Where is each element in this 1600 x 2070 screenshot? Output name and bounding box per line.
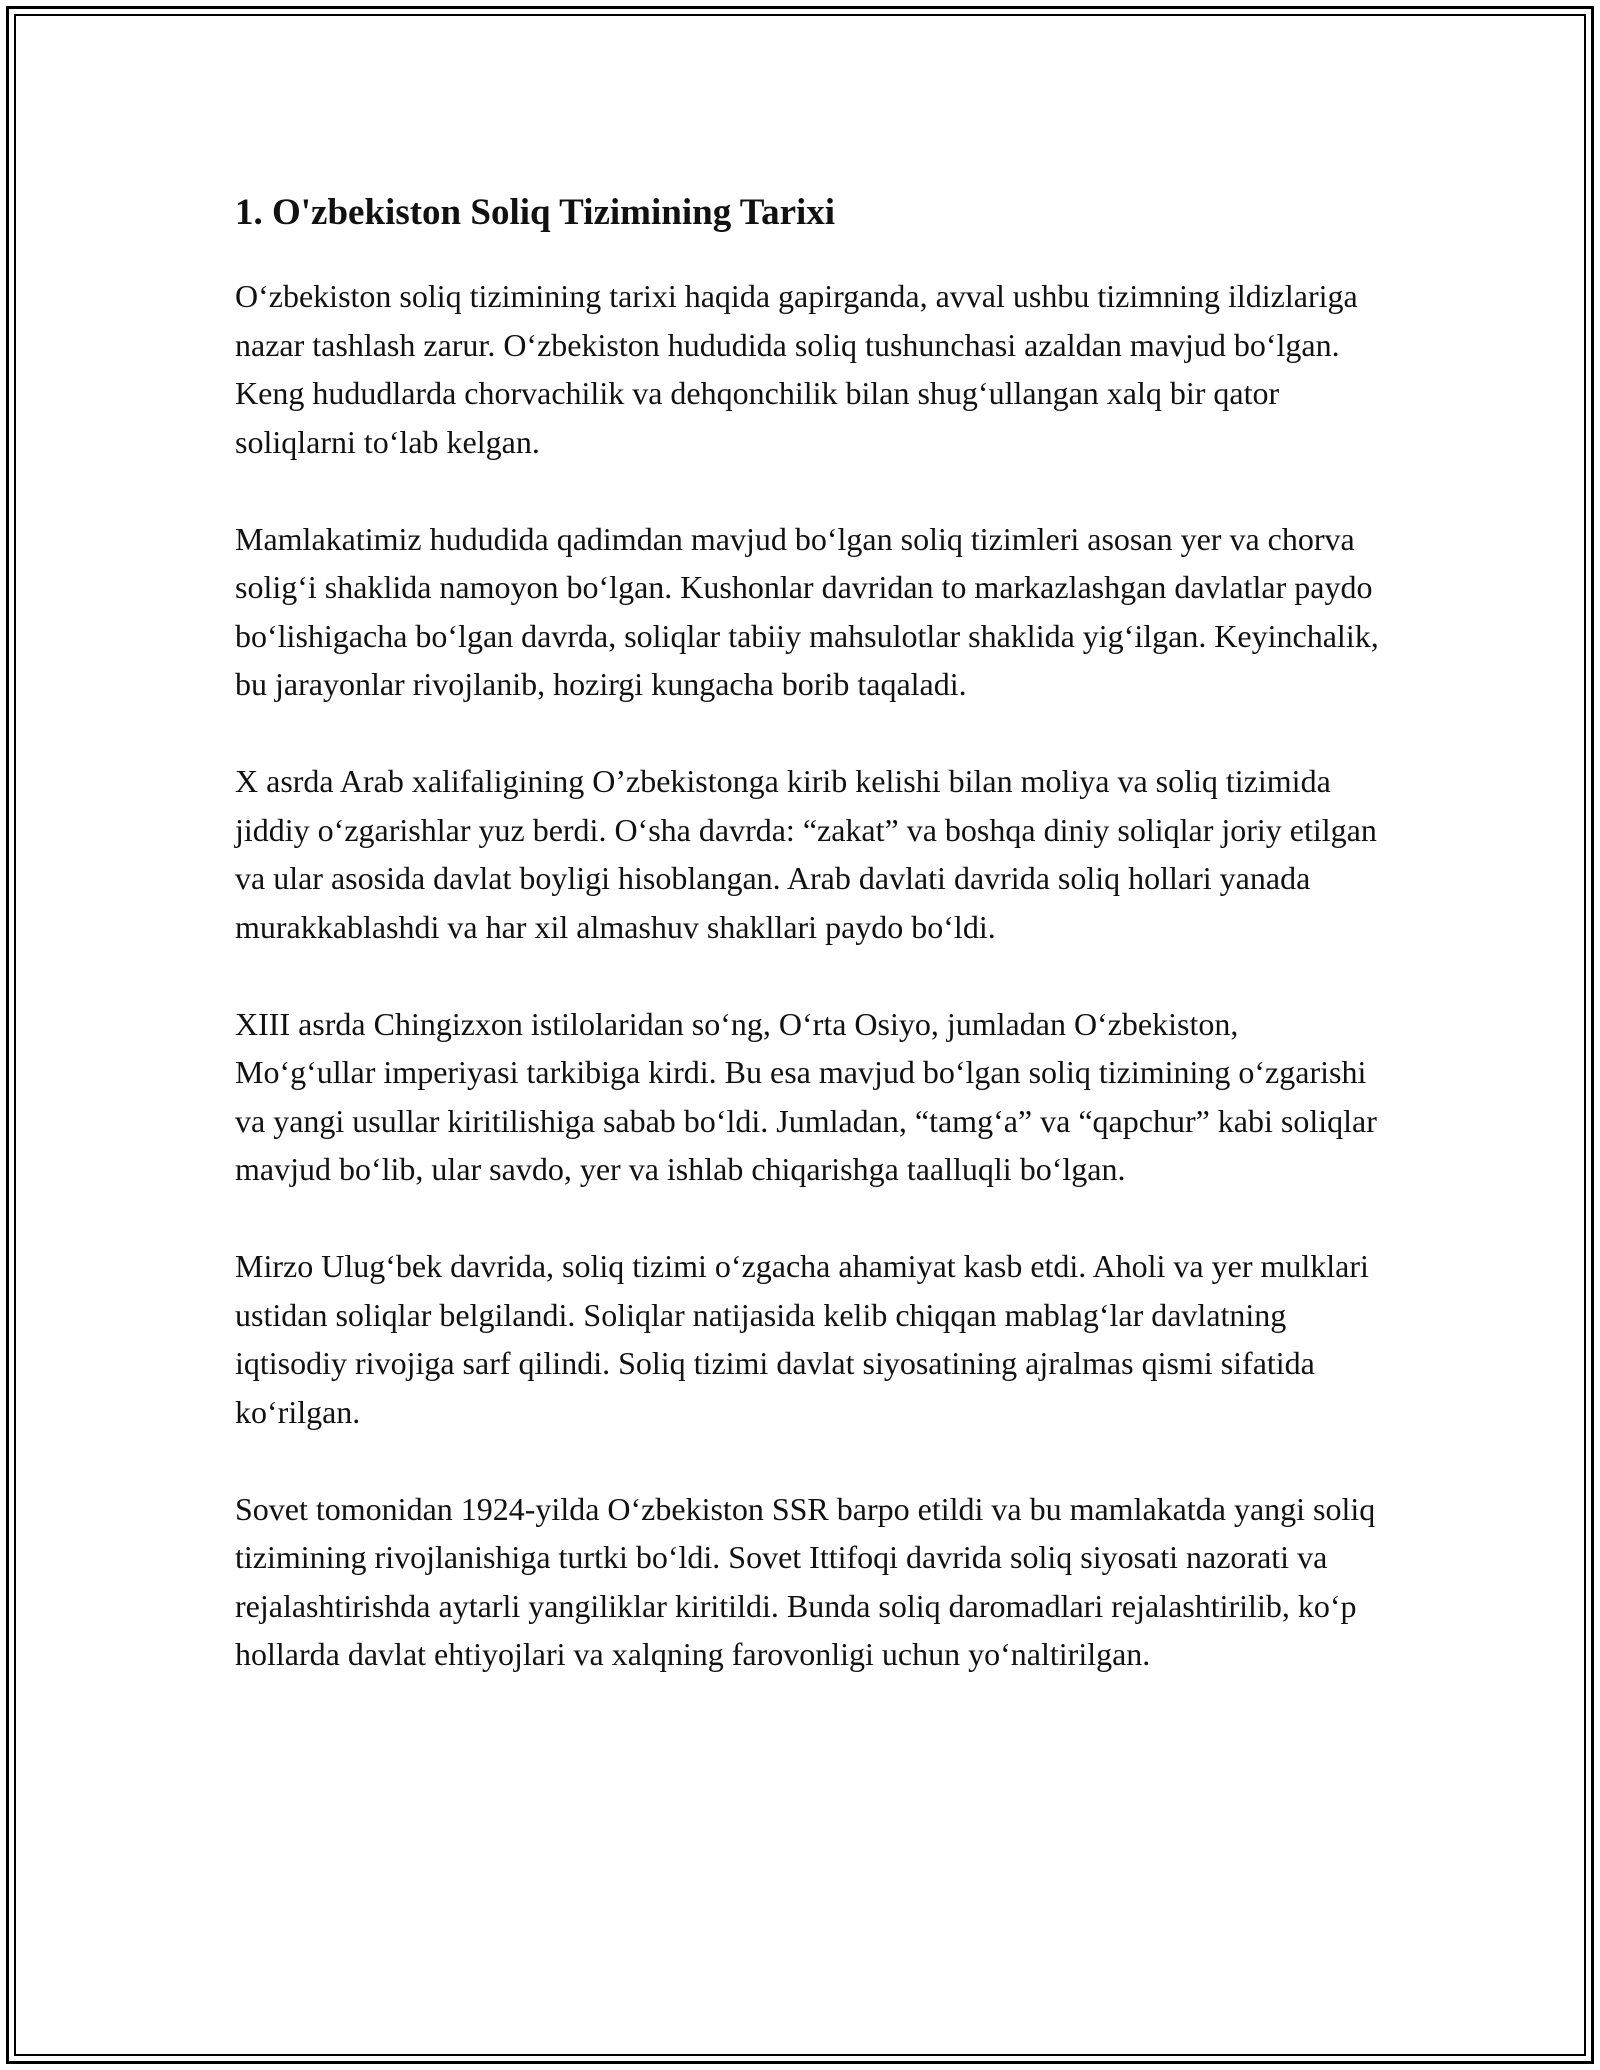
paragraph-5: Mirzo Ulug‘bek davrida, soliq tizimi o‘zgacha ahamiyat kasb etdi. Aholi va yer mulklari ustidan soliqlar belgilandi. Soliqlar natijasida kelib chiqqan mablag‘lar davlatning iqtisodiy rivojiga sarf qilindi. Soliq tizimi davlat siyosatining ajralmas qismi sifatida ko‘rilgan. bbox=[235, 1248, 1369, 1430]
document-body bbox=[235, 180, 1380, 1727]
paragraph-1: O‘zbekiston soliq tizimining tarixi haqida gapirganda, avval ushbu tizimning ildizlariga nazar tashlash zarur. O‘zbekiston hududida soliq tushunchasi azaldan mavjud bo‘lgan. Keng hududlarda chorvachilik va dehqonchilik bilan shug‘ullangan xalq bir qator soliqlarni to‘lab kelgan. bbox=[235, 278, 1358, 460]
paragraph-2: Mamlakatimiz hududida qadimdan mavjud bo‘lgan soliq tizimleri asosan yer va chorva solig‘i shaklida namoyon bo‘lgan. Kushonlar davridan to markazlashgan davlatlar paydo bo‘lishigacha bo‘lgan davrda, soliqlar tabiiy mahsulotlar shaklida yig‘ilgan. Keyinchalik, bu jarayonlar rivojlanib, hozirgi kungacha borib taqaladi. bbox=[235, 520, 1379, 702]
paragraph-4: XIII asrda Chingizxon istilolaridan so‘ng, O‘rta Osiyo, jumladan O‘zbekiston, Mo‘g‘ullar imperiyasi tarkibiga kirdi. Bu esa mavjud bo‘lgan soliq tizimining o‘zgarishi va yangi usullar kiritilishiga sabab bo‘ldi. Jumladan, “tamg‘a” va “qapchur” kabi soliqlar mavjud bo‘lib, ular savdo, yer va ishlab chiqarishga taalluqli bo‘lgan. bbox=[235, 1005, 1377, 1187]
paragraph-3: X asrda Arab xalifaligining O’zbekistonga kirib kelishi bilan moliya va soliq tizimida jiddiy o‘zgarishlar yuz berdi. O‘sha davrda: “zakat” va boshqa diniy soliqlar joriy etilgan va ular asosida davlat boyligi hisoblangan. Arab davlati davrida soliq hollari yanada murakkablashdi va har xil almashuv shakllari paydo bo‘ldi. bbox=[235, 763, 1377, 945]
section-heading: 1. O'zbekiston Soliq Tizimining Tarixi bbox=[235, 192, 836, 233]
paragraph-6: Sovet tomonidan 1924-yilda O‘zbekiston SSR barpo etildi va bu mamlakatda yangi soliq tizimining rivojlanishiga turtki bo‘ldi. Sovet Ittifoqi davrida soliq siyosati nazorati va rejalashtirishda aytarli yangiliklar kiritildi. Bunda soliq daromadlari rejalashtirilib, ko‘p hollarda davlat ehtiyojlari va xalqning farovonligi uchun yo‘naltirilgan. bbox=[235, 1490, 1376, 1672]
